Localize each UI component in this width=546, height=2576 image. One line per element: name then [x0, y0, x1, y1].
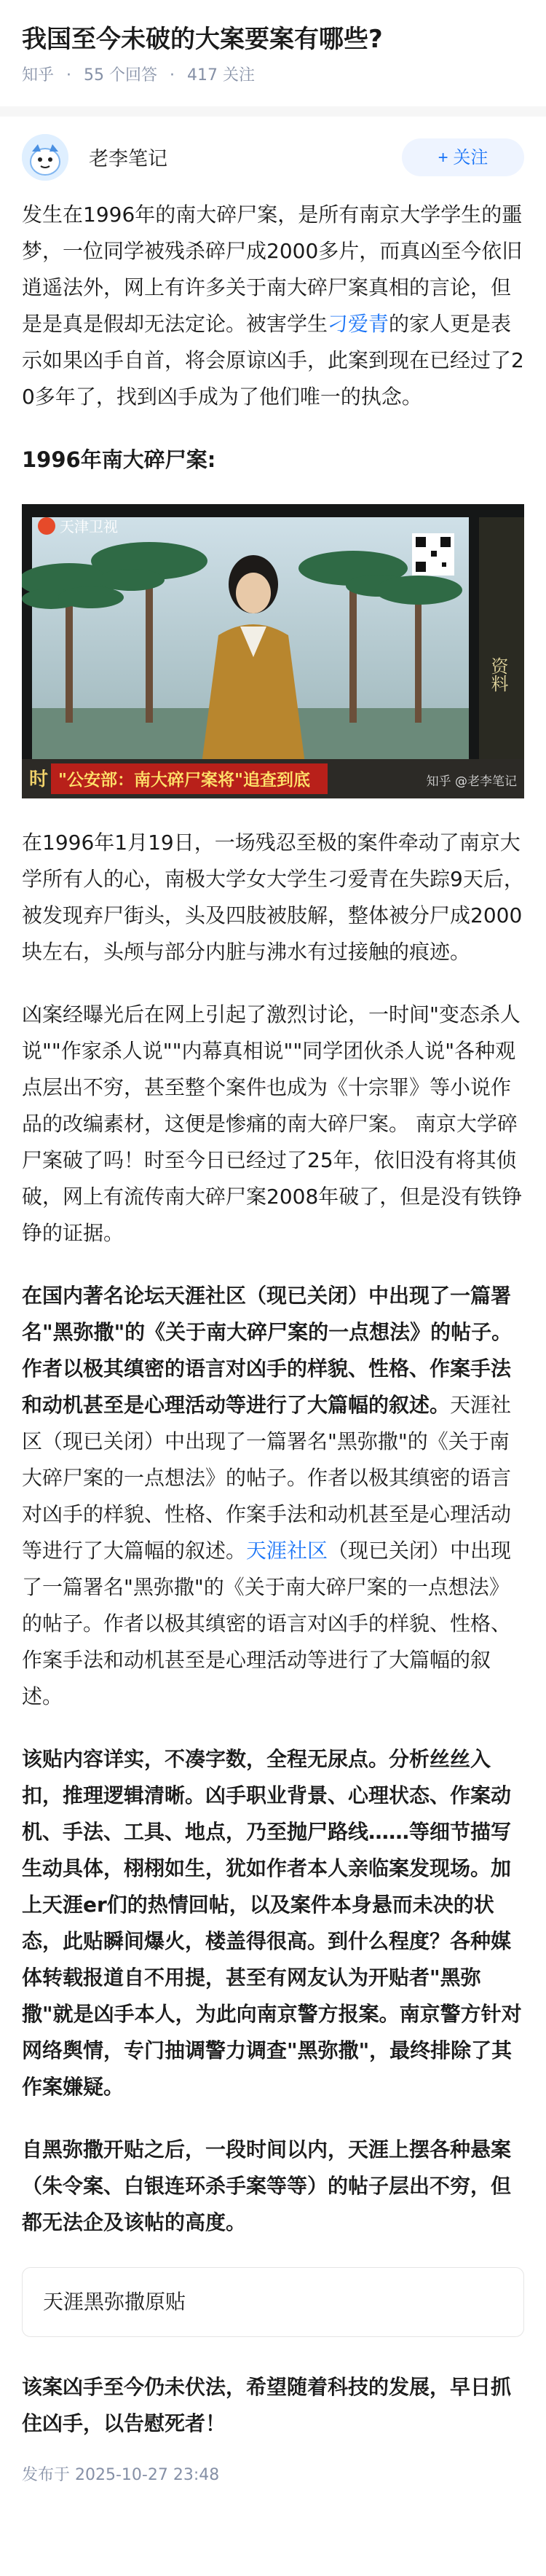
- section-divider: [0, 106, 546, 117]
- paragraph-text: 天涯社区（现已关闭）中出现了一篇署名"黑弥撒"的《关于南大碎尸案的一点想法》的帖子。作者以极其缜密的语言对凶手的样貌、性格、作案手法和动机甚至是心理活动等进行了大篇幅的叙述。: [22, 1393, 512, 1563]
- news-caption: "公安部：南大碎尸案将"追查到底: [58, 771, 310, 790]
- tv-logo-text: 天津卫视: [60, 518, 118, 535]
- image-watermark: 知乎 @老李笔记: [426, 774, 517, 789]
- cartoon-avatar-icon: [22, 134, 68, 181]
- meta-dot: ·: [66, 66, 72, 85]
- bold-text: 该案凶手至今仍未伏法，希望随着科技的发展，早日抓住凶手，以告慰死者！: [22, 2375, 512, 2435]
- news-scene-illustration: [22, 504, 524, 798]
- bold-text: 在国内著名论坛天涯社区（现已关闭）中出现了一篇署名"黑弥撒"的《关于南大碎尸案的一点想法》的帖子。作者以极其缜密的语言对凶手的样貌、性格、作案手法和动机甚至是心理活动等进行了大篇幅的叙述。: [22, 1284, 513, 1417]
- news-screenshot-image[interactable]: [22, 504, 524, 798]
- question-title[interactable]: 我国至今未破的大案要案有哪些?: [22, 25, 383, 54]
- bold-text: 自黑弥撒开贴之后，一段时间以内，天涯上摆各种悬案（朱令案、白银连环杀手案等等）的帖子层出不穷，但都无法企及该帖的高度。: [22, 2137, 512, 2234]
- paragraph-text: （现已关闭）中出现了一篇署名"黑弥撒"的《关于南大碎尸案的一点想法》的帖子。作者以极其缜密的语言对凶手的样貌、性格、作案手法和动机甚至是心理活动等进行了大篇幅的叙述。: [22, 1539, 512, 1708]
- paragraph: 凶案经曝光后在网上引起了激烈讨论，一时间"变态杀人说""作家杀人说""内幕真相说""同学团伙杀人说"各种观点层出不穷，甚至整个案件也成为《十宗罪》等小说作品的改编素材，这便是惨痛的南大碎尸案。 南京大学碎尸案破了吗！时至今日已经过了25年，依旧没有将其侦破，网上有流传南大碎尸案2008年破了，但是没有铁铮铮的证据。: [22, 1002, 523, 1245]
- avatar[interactable]: [22, 134, 68, 181]
- paragraph: [22, 2132, 524, 2241]
- answer-count[interactable]: 55 个回答: [84, 66, 158, 85]
- follower-count: 417 关注: [187, 66, 256, 85]
- publish-time: 发布于 2025-10-27 23:48: [22, 2466, 220, 2484]
- source-label: 知乎: [22, 66, 55, 85]
- paragraph: [22, 197, 524, 415]
- paragraph: 在1996年1月19日，一场残忍至极的案件牵动了南京大学所有人的心，南极大学女大学生刁爱青在失踪9天后，被发现弃尸街头，头及四肢被肢解，整体被分尸成2000块左右，头颅与部分内脏与沸水有过接触的痕迹。: [22, 830, 524, 964]
- question-meta: [22, 63, 262, 85]
- author-bar: [22, 131, 524, 184]
- tv-logo-icon: [38, 517, 55, 535]
- tianya-link[interactable]: 天涯社区: [246, 1539, 328, 1563]
- author-name[interactable]: 老李笔记: [89, 148, 167, 170]
- side-caption: 资料: [488, 657, 508, 692]
- answer-content: [22, 197, 524, 2468]
- paragraph: [22, 2369, 524, 2442]
- section-heading: 1996年南大碎尸案:: [22, 447, 216, 472]
- paragraph: [22, 1741, 524, 2105]
- paragraph-text: 发生在1996年的南大碎尸案，是所有南京大学学生的噩梦，一位同学被残杀碎尸成2000多片，而真凶至今依旧逍遥法外，网上有许多关于南大碎尸案真相的言论，但是是真是假却无法定论。被害学生: [22, 203, 523, 336]
- caption-prefix: 时: [29, 769, 49, 790]
- paragraph: [22, 1278, 524, 1715]
- follow-button[interactable]: + 关注: [402, 138, 524, 176]
- bold-text: 该贴内容详实，不凑字数，全程无尿点。分析丝丝入扣，推理逻辑清晰。凶手职业背景、心理状态、作案动机、手法、工具、地点，乃至抛尸路线……等细节描写生动具体，栩栩如生，犹如作者本人亲临案发现场。加上天涯er们的热情回帖，以及案件本身悬而未决的状态，此贴瞬间爆火，楼盖得很高。到什么程度？各种媒体转载报道自不用提，甚至有网友认为开贴者"黑弥撒"就是凶手本人，为此向南京警方报案。南京警方针对网络舆情，专门抽调警力调查"黑弥撒"，最终排除了其作案嫌疑。: [22, 1747, 522, 2099]
- victim-name-link[interactable]: 刁爱青: [328, 312, 389, 336]
- original-post-link-card[interactable]: 天涯黑弥撒原贴: [22, 2267, 524, 2337]
- paragraph-text: 的家人更是表示如果凶手自首，将会原谅凶手，此案到现在已经过了20多年了，找到凶手成为了他们唯一的执念。: [22, 312, 524, 409]
- meta-dot: ·: [170, 66, 175, 85]
